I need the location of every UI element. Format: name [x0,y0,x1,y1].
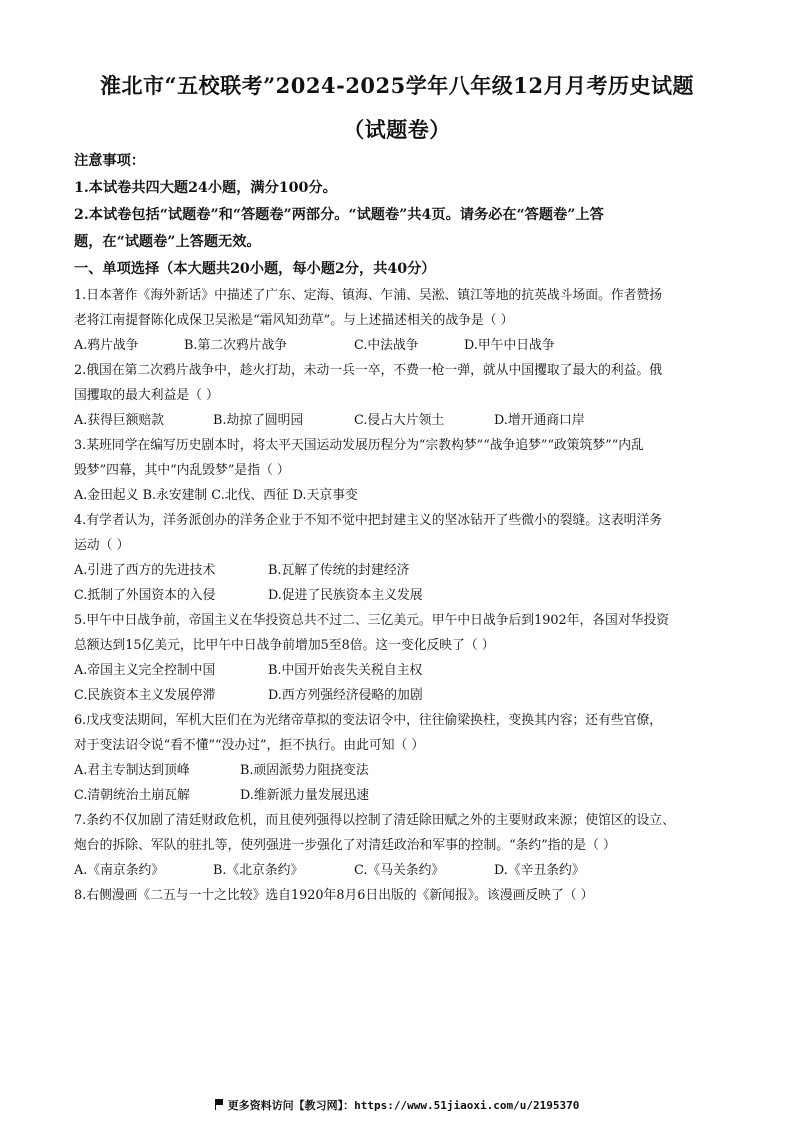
option-a: A.《南京条约》 [74,863,165,878]
section-heading: 一、单项选择（本大题共20小题，每小题2分，共40分） [74,261,436,277]
exam-subtitle: （试题卷） [343,117,451,142]
option-row [74,683,724,708]
option-row [74,408,724,433]
question-text: 老将江南提督陈化成保卫吴淞是“霜风知劲草”。与上述描述相关的战争是（ ） [74,313,514,328]
flag-icon [215,1099,224,1110]
exam-title: 淮北市“五校联考”2024-2025学年八年级12月月考历史试题 [100,73,694,98]
question-text: 对于变法诏令说“看不懂”“没办过”，拒不执行。由此可知（ ） [74,738,425,753]
question-1 [74,283,724,358]
notes-item-1: 1.本试卷共四大题24小题，满分100分。 [74,180,337,196]
option-d: D.西方列强经济侵略的加剧 [268,688,423,703]
option-d: D.《辛丑条约》 [494,863,585,878]
option-b: B.瓦解了传统的封建经济 [268,563,410,578]
question-text: 运动（ ） [74,538,130,553]
option-b: B.《北京条约》 [213,863,304,878]
question-text: 总额达到15亿美元，比甲午中日战争前增加5至8倍。这一变化反映了（ ） [74,638,495,653]
option-row [74,783,724,808]
option-row [74,583,724,608]
option-b: B.劫掠了圆明园 [213,413,304,428]
question-8 [74,883,724,908]
footer-link[interactable]: 更多资料访问【教习网】：https://www.51jiaoxi.com/u/2195370 [227,1099,580,1112]
question-text: 国攫取的最大利益是（ ） [74,388,219,403]
option-b: B.第二次鸦片战争 [184,338,288,353]
question-5 [74,608,724,708]
option-b: B.中国开始丧失关税自主权 [268,663,423,678]
footer [0,1097,794,1113]
question-text: 8.右侧漫画《二五与一十之比较》选自1920年8月6日出版的《新闻报》。该漫画反映了（ ） [74,888,594,903]
option-row [74,333,724,358]
question-text: 毁梦”四幕，其中“内乱毁梦”是指（ ） [74,463,290,478]
question-3 [74,433,724,508]
question-text: 6.戊戌变法期间，军机大臣们在为光绪帝草拟的变法诏令中，往往偷梁换柱，变换其内容；还有些官僚， [74,713,663,728]
question-text: 1.日本著作《海外新话》中描述了广东、定海、镇海、乍浦、吴淞、镇江等地的抗英战斗场面。作者赞扬 [74,288,663,303]
option-row [74,758,724,783]
question-4 [74,508,724,608]
question-text: 炮台的拆除、军队的驻扎等，使列强进一步强化了对清廷政治和军事的控制。“条约”指的是（ ） [74,838,616,853]
question-text: 5.甲午中日战争前，帝国主义在华投资总共不过二、三亿美元。甲午中日战争后到1902年，各国对华投资 [74,613,670,628]
option-d: D.甲午中日战争 [464,338,555,353]
question-text: 2.俄国在第二次鸦片战争中，趁火打劫，未动一兵一卒，不费一枪一弹，就从中国攫取了最大的利益。俄 [74,363,663,378]
option-a: A.获得巨额赔款 [74,413,165,428]
option-a: A.鸦片战争 [74,338,139,353]
question-2 [74,358,724,433]
option-b: B.顽固派势力阻挠变法 [240,763,369,778]
option-d: D.维新派力量发展迅速 [240,788,370,803]
question-text: 4.有学者认为，洋务派创办的洋务企业于不知不觉中把封建主义的坚冰钻开了些微小的裂缝。这表明洋务 [74,513,663,528]
option-d: D.增开通商口岸 [494,413,585,428]
question-text: 7.条约不仅加剧了清廷财政危机，而且使列强得以控制了清廷除田赋之外的主要财政来源；使馆区的设立、 [74,813,675,828]
exam-content [74,148,724,908]
question-7 [74,808,724,883]
option-c: C.抵制了外国资本的入侵 [74,588,216,603]
option-a: A.君主专制达到顶峰 [74,763,190,778]
option-c: C.中法战争 [354,338,419,353]
option-d: D.促进了民族资本主义发展 [268,588,423,603]
question-text: 3.某班同学在编写历史剧本时，将太平天国运动发展历程分为“宗教构梦”“战争追梦”“政策筑梦”“内乱 [74,438,644,453]
option-c: C.《马关条约》 [354,863,445,878]
notes-item-2-line-2: 题，在“试题卷”上答题无效。 [74,234,261,250]
option-row [74,658,724,683]
notes-heading: 注意事项： [74,153,145,169]
option-c: C.清朝统治土崩瓦解 [74,788,190,803]
question-6 [74,708,724,808]
notes-item-2-line-1: 2.本试卷包括“试题卷”和“答题卷”两部分。“试题卷”共4页。请务必在“答题卷”上答 [74,207,604,223]
option-c: C.侵占大片领土 [354,413,445,428]
option-row [74,858,724,883]
option-row [74,558,724,583]
option-c: C.民族资本主义发展停滞 [74,688,216,703]
option-row: A.金田起义 B.永安建制 C.北伐、西征 D.天京事变 [74,488,358,503]
option-a: A.帝国主义完全控制中国 [74,663,216,678]
option-a: A.引进了西方的先进技术 [74,563,216,578]
